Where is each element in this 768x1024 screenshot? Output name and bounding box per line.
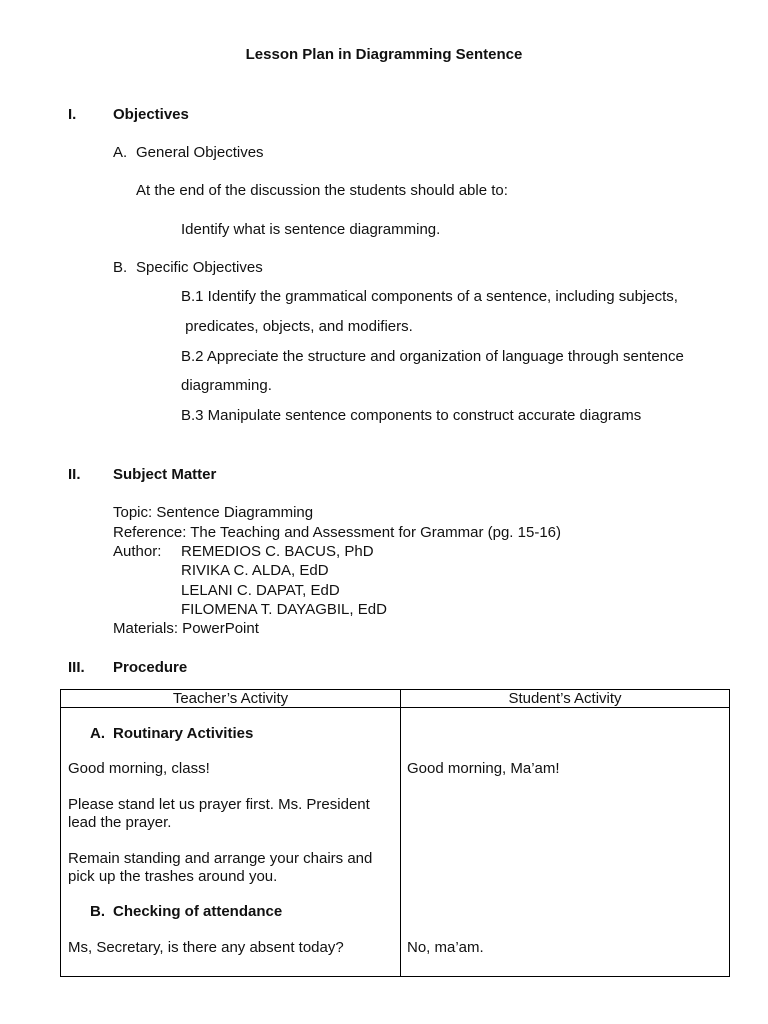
routinary-heading: Routinary Activities — [113, 725, 254, 742]
specific-objective-line: B.1 Identify the grammatical components of a sentence, including subjects, — [181, 288, 678, 305]
general-objective-item: Identify what is sentence diagramming. — [181, 221, 441, 238]
attendance-label: B. — [90, 903, 105, 920]
reference-line: Reference: The Teaching and Assessment for Grammar (pg. 15-16) — [113, 524, 562, 541]
section-numeral-1: I. — [68, 106, 77, 123]
general-objectives-label: A. — [113, 144, 128, 161]
teacher-activity-cell — [61, 708, 401, 977]
specific-objective-line: diagramming. — [181, 377, 272, 394]
student-attendance-reply: No, ma’am. — [407, 939, 484, 956]
specific-objective-line: B.2 Appreciate the structure and organization of language through sentence — [181, 348, 684, 365]
subject-matter-heading: Subject Matter — [113, 466, 217, 483]
specific-objectives-label: B. — [113, 259, 128, 276]
specific-objectives-heading: Specific Objectives — [136, 259, 263, 276]
page-title: Lesson Plan in Diagramming Sentence — [245, 46, 523, 63]
teacher-standing-line: Remain standing and arrange your chairs and — [68, 850, 373, 867]
teacher-greeting: Good morning, class! — [68, 760, 210, 777]
student-activity-cell — [401, 708, 730, 977]
student-activity-header: Student’s Activity — [401, 690, 730, 708]
specific-objective-line: B.3 Manipulate sentence components to construct accurate diagrams — [181, 407, 642, 424]
author-name: RIVIKA C. ALDA, EdD — [181, 562, 329, 579]
author-name: LELANI C. DAPAT, EdD — [181, 582, 340, 599]
section-numeral-3: III. — [68, 659, 85, 676]
procedure-table — [60, 689, 730, 977]
student-greeting-reply: Good morning, Ma’am! — [407, 760, 560, 777]
teacher-activity-header: Teacher’s Activity — [61, 690, 401, 708]
section-numeral-2: II. — [68, 466, 81, 483]
author-name: REMEDIOS C. BACUS, PhD — [181, 543, 374, 560]
topic-line: Topic: Sentence Diagramming — [113, 504, 314, 521]
table-row — [61, 708, 730, 977]
general-objectives-heading: General Objectives — [136, 144, 264, 161]
specific-objective-line: predicates, objects, and modifiers. — [181, 318, 413, 335]
author-name: FILOMENA T. DAYAGBIL, EdD — [181, 601, 387, 618]
table-header-row — [61, 690, 730, 708]
teacher-prayer-line: Please stand let us prayer first. Ms. President — [68, 796, 370, 813]
teacher-standing-line: pick up the trashes around you. — [68, 868, 278, 885]
attendance-heading: Checking of attendance — [113, 903, 283, 920]
procedure-heading: Procedure — [113, 659, 188, 676]
teacher-prayer-line: lead the prayer. — [68, 814, 172, 831]
materials-line: Materials: PowerPoint — [113, 620, 259, 637]
routinary-label: A. — [90, 725, 105, 742]
author-label: Author: — [113, 543, 162, 560]
teacher-attendance-question: Ms, Secretary, is there any absent today? — [68, 939, 344, 956]
general-objectives-intro: At the end of the discussion the students should able to: — [136, 182, 508, 199]
objectives-heading: Objectives — [113, 106, 189, 123]
